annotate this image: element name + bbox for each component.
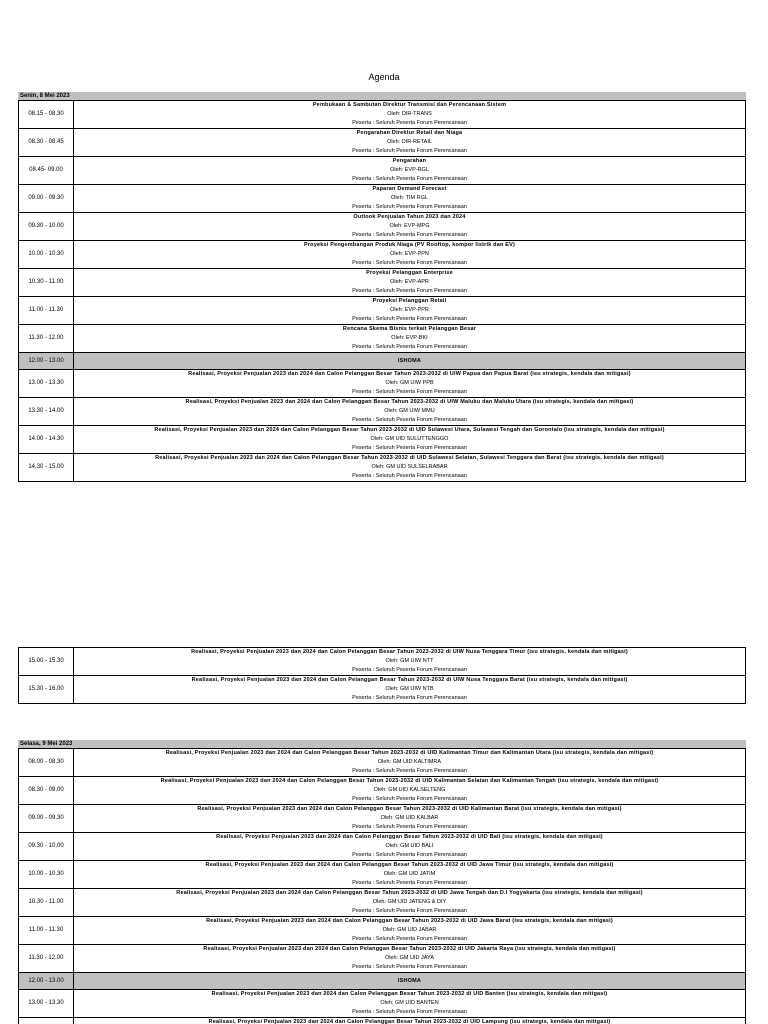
agenda-row (19, 676, 746, 704)
session-speaker: Oleh: EVP-PPN (390, 251, 429, 257)
session-speaker: Oleh: GM UIW NTB (385, 686, 434, 692)
session-cell (74, 917, 746, 945)
session-title: Realisasi, Proyeksi Penjualan 2023 dan 2024 dan Calon Pelanggan Besar Tahun 2023-2032 di UIW Nusa Tenggara Barat (isu strategis, kendala dan mitigasi) (191, 677, 628, 683)
session-title: Realisasi, Proyeksi Penjualan 2023 dan 2024 dan Calon Pelanggan Besar Tahun 2023-2032 di UID Lampung (isu strategis, kendala dan mitigasi) (208, 1019, 611, 1024)
session-participants: Peserta : Seluruh Peserta Forum Perencanaan (352, 445, 467, 451)
session-cell (74, 426, 746, 454)
time-cell: 15.30 - 16.00 (19, 676, 74, 704)
session-speaker: Oleh: DIR-TRANS (387, 111, 432, 117)
break-row (19, 973, 746, 990)
agenda-row (19, 297, 746, 325)
agenda-row (19, 917, 746, 945)
agenda-row (19, 398, 746, 426)
session-participants: Peserta : Seluruh Peserta Forum Perencanaan (352, 148, 467, 154)
agenda-row (19, 945, 746, 973)
time-cell: 12.00 - 13.00 (19, 353, 74, 370)
session-speaker: Oleh: EVP-MPG (389, 223, 430, 229)
session-participants: Peserta : Seluruh Peserta Forum Perencanaan (352, 176, 467, 182)
session-title: Realisasi, Proyeksi Penjualan 2023 dan 2024 dan Calon Pelanggan Besar Tahun 2023-2032 di UID Jawa Timur (isu strategis, kendala dan mitigasi) (205, 862, 614, 868)
agenda-row (19, 370, 746, 398)
session-title: Realisasi, Proyeksi Penjualan 2023 dan 2024 dan Calon Pelanggan Besar Tahun 2023-2032 di UIW Papua dan Papua Barat (isu strategis, kendala dan mitigasi) (188, 371, 631, 377)
session-cell (74, 269, 746, 297)
session-cell (74, 648, 746, 676)
session-cell (74, 325, 746, 353)
session-speaker: Oleh: DIR-RETAIL (387, 139, 432, 145)
agenda-row (19, 325, 746, 353)
agenda-row (19, 213, 746, 241)
time-cell: 10.00 - 10.30 (19, 861, 74, 889)
agenda-day-senin (18, 92, 746, 482)
session-cell (74, 861, 746, 889)
agenda-row (19, 101, 746, 129)
session-participants: Peserta : Seluruh Peserta Forum Perencanaan (352, 473, 467, 479)
session-speaker: Oleh: GM UIW NTT (385, 658, 434, 664)
time-cell: 09.00 - 09.30 (19, 185, 74, 213)
day-header: Senin, 8 Mei 2023 (18, 92, 746, 100)
session-participants: Peserta : Seluruh Peserta Forum Perencanaan (352, 824, 467, 830)
session-cell (74, 454, 746, 482)
session-speaker: Oleh: EVP-RGL (390, 167, 429, 173)
time-cell: 09.00 - 09.30 (19, 805, 74, 833)
session-cell (74, 101, 746, 129)
break-row (19, 353, 746, 370)
page-title: Agenda (368, 72, 400, 82)
session-cell (74, 353, 746, 370)
session-participants: Peserta : Seluruh Peserta Forum Perencanaan (352, 964, 467, 970)
time-cell: 13.00 - 13.30 (19, 370, 74, 398)
session-title: Realisasi, Proyeksi Penjualan 2023 dan 2024 dan Calon Pelanggan Besar Tahun 2023-2032 di UID Kalimantan Timur dan Kalimantan Utara (isu strategis, kendala dan mitigasi) (165, 750, 654, 756)
session-participants: Peserta : Seluruh Peserta Forum Perencanaan (352, 695, 467, 701)
session-title: ISHOMA (397, 357, 422, 364)
session-title: Realisasi, Proyeksi Penjualan 2023 dan 2024 dan Calon Pelanggan Besar Tahun 2023-2032 di UIW Maluku dan Maluku Utara (isu strategis, kendala dan mitigasi) (185, 399, 634, 405)
session-participants: Peserta : Seluruh Peserta Forum Perencanaan (352, 1009, 467, 1015)
session-title: Realisasi, Proyeksi Penjualan 2023 dan 2024 dan Calon Pelanggan Besar Tahun 2023-2032 di UID Banten (isu strategis, kendala dan mitigasi) (211, 991, 608, 997)
session-cell (74, 945, 746, 973)
session-participants: Peserta : Seluruh Peserta Forum Perencanaan (352, 417, 467, 423)
session-title: Pengarahan (392, 158, 427, 164)
session-title: Proyeksi Pengembangan Produk Niaga (PV Rooftop, kompor listrik dan EV) (303, 242, 516, 248)
agenda-row (19, 833, 746, 861)
session-title: Realisasi, Proyeksi Penjualan 2023 dan 2024 dan Calon Pelanggan Besar Tahun 2023-2032 di UID Jawa Tengah dan D.I Yogyakarta (isu strategis, kendala dan mitigasi) (176, 890, 643, 896)
time-cell: 15.00 - 15.30 (19, 648, 74, 676)
session-cell (74, 749, 746, 777)
session-speaker: Oleh: GM UID JAYA (384, 955, 434, 961)
time-cell: 09.30 - 10.00 (19, 833, 74, 861)
time-cell: 13.30 - 14.00 (19, 398, 74, 426)
time-cell: 08.30 - 09.00 (19, 777, 74, 805)
session-cell (74, 185, 746, 213)
session-speaker: Oleh: GM UID JATIM (383, 871, 436, 877)
session-speaker: Oleh: GM UID JABAR (382, 927, 437, 933)
agenda-table (18, 100, 746, 482)
session-participants: Peserta : Seluruh Peserta Forum Perencanaan (352, 389, 467, 395)
session-speaker: Oleh: GM UID KALBAR (380, 815, 439, 821)
session-participants: Peserta : Seluruh Peserta Forum Perencanaan (352, 796, 467, 802)
session-speaker: Oleh: GM UID BANTEN (380, 1000, 439, 1006)
time-cell: 08.45- 09.00 (19, 157, 74, 185)
agenda-row (19, 185, 746, 213)
session-speaker: Oleh: EVP-APR (390, 279, 429, 285)
session-title: Pembukaan & Sambutan Direktur Transmisi dan Perencanaan Sistem (312, 102, 507, 108)
time-cell: 10.30 - 11.00 (19, 269, 74, 297)
agenda-row (19, 426, 746, 454)
agenda-row (19, 805, 746, 833)
session-speaker: Oleh: EVP-BKI (391, 335, 428, 341)
time-cell: 14.00 - 14.30 (19, 426, 74, 454)
time-cell: 11.00 - 11.30 (19, 917, 74, 945)
session-participants: Peserta : Seluruh Peserta Forum Perencanaan (352, 232, 467, 238)
session-cell (74, 973, 746, 990)
agenda-row (19, 241, 746, 269)
session-participants: Peserta : Seluruh Peserta Forum Perencanaan (352, 288, 467, 294)
session-cell (74, 805, 746, 833)
session-participants: Peserta : Seluruh Peserta Forum Perencanaan (352, 908, 467, 914)
session-title: Proyeksi Pelanggan Retail (372, 298, 447, 304)
session-cell (74, 676, 746, 704)
session-title: ISHOMA (397, 977, 422, 984)
time-cell: 12.00 - 13.00 (19, 973, 74, 990)
session-title: Realisasi, Proyeksi Penjualan 2023 dan 2024 dan Calon Pelanggan Besar Tahun 2023-2032 di UID Sulawesi Utara, Sulawesi Tengah dan Gorontalo (isu strategis, kendala dan mitigasi) (154, 427, 665, 433)
session-title: Rencana Skema Bisnis terkait Pelanggan Besar (342, 326, 477, 332)
time-cell: 08.30 - 08.45 (19, 129, 74, 157)
session-speaker: Oleh: TIM RGL (391, 195, 428, 201)
session-title: Realisasi, Proyeksi Penjualan 2023 dan 2024 dan Calon Pelanggan Besar Tahun 2023-2032 di UID Kalimantan Barat (isu strategis, kendala dan mitigasi) (197, 806, 622, 812)
session-participants: Peserta : Seluruh Peserta Forum Perencanaan (352, 204, 467, 210)
agenda-row (19, 861, 746, 889)
session-title: Realisasi, Proyeksi Penjualan 2023 dan 2024 dan Calon Pelanggan Besar Tahun 2023-2032 di UID Bali (isu strategis, kendala dan mitigasi) (216, 834, 603, 840)
session-participants: Peserta : Seluruh Peserta Forum Perencanaan (352, 667, 467, 673)
agenda-row (19, 648, 746, 676)
agenda-row (19, 454, 746, 482)
time-cell: 08.15 - 08.30 (19, 101, 74, 129)
agenda-day-selasa (18, 740, 746, 1024)
time-cell: 10.30 - 11.00 (19, 889, 74, 917)
time-cell: 11.00 - 11.30 (19, 297, 74, 325)
session-cell (74, 833, 746, 861)
agenda-row (19, 777, 746, 805)
session-cell (74, 990, 746, 1018)
time-cell: 08.00 - 08.30 (19, 749, 74, 777)
agenda-row (19, 129, 746, 157)
session-speaker: Oleh: GM UID JATENG & DIY (372, 899, 447, 905)
session-participants: Peserta : Seluruh Peserta Forum Perencanaan (352, 936, 467, 942)
day-header: Selasa, 9 Mei 2023 (18, 740, 746, 748)
session-participants: Peserta : Seluruh Peserta Forum Perencanaan (352, 880, 467, 886)
session-speaker: Oleh: GM UID SULSELRABAR (371, 464, 448, 470)
session-cell (74, 213, 746, 241)
session-cell (74, 129, 746, 157)
session-participants: Peserta : Seluruh Peserta Forum Perencanaan (352, 316, 467, 322)
session-cell (74, 777, 746, 805)
agenda-table (18, 647, 746, 704)
time-cell (19, 1018, 74, 1024)
session-speaker: Oleh: GM UID SULUTTENGGO (370, 436, 449, 442)
session-speaker: Oleh: GM UIW MMU (384, 408, 435, 414)
agenda-row (19, 269, 746, 297)
session-cell (74, 241, 746, 269)
agenda-row (19, 990, 746, 1018)
agenda-row (19, 749, 746, 777)
agenda-row (19, 889, 746, 917)
agenda-table (18, 748, 746, 1024)
session-speaker: Oleh: GM UID KALTIMRA (377, 759, 442, 765)
session-cell (74, 370, 746, 398)
session-speaker: Oleh: EVP-PPR (390, 307, 429, 313)
session-speaker: Oleh: GM UIW PPB (385, 380, 434, 386)
session-participants: Peserta : Seluruh Peserta Forum Perencanaan (352, 120, 467, 126)
session-participants: Peserta : Seluruh Peserta Forum Perencanaan (352, 260, 467, 266)
session-title: Realisasi, Proyeksi Penjualan 2023 dan 2024 dan Calon Pelanggan Besar Tahun 2023-2032 di UID Kalimantan Selatan dan Kalimantan Tengah (isu strategis, kendala dan mitigasi) (160, 778, 659, 784)
time-cell: 13.00 - 13.30 (19, 990, 74, 1018)
session-title: Realisasi, Proyeksi Penjualan 2023 dan 2024 dan Calon Pelanggan Besar Tahun 2023-2032 di UID Jakarta Raya (isu strategis, kendala dan mitigasi) (203, 946, 616, 952)
session-title: Paparan Demand Forecast (372, 186, 447, 192)
session-speaker: Oleh: GM UID BALI (385, 843, 434, 849)
session-participants: Peserta : Seluruh Peserta Forum Perencanaan (352, 768, 467, 774)
agenda-row (19, 1018, 746, 1024)
session-title: Realisasi, Proyeksi Penjualan 2023 dan 2024 dan Calon Pelanggan Besar Tahun 2023-2032 di UID Sulawesi Selatan, Sulawesi Tenggara dan Barat (isu strategis, kendala dan mitigasi) (155, 455, 664, 461)
time-cell: 09.30 - 10.00 (19, 213, 74, 241)
session-title: Realisasi, Proyeksi Penjualan 2023 dan 2024 dan Calon Pelanggan Besar Tahun 2023-2032 di UID Jawa Barat (isu strategis, kendala dan mitigasi) (206, 918, 613, 924)
agenda-row (19, 157, 746, 185)
agenda-day-senin-continued (18, 647, 746, 704)
time-cell: 11.30 - 12.00 (19, 945, 74, 973)
session-cell (74, 1018, 746, 1024)
time-cell: 10.00 - 10.30 (19, 241, 74, 269)
session-cell (74, 398, 746, 426)
session-cell (74, 297, 746, 325)
session-title: Realisasi, Proyeksi Penjualan 2023 dan 2024 dan Calon Pelanggan Besar Tahun 2023-2032 di UIW Nusa Tenggara Timur (isu strategis, kendala dan mitigasi) (191, 649, 628, 655)
session-participants: Peserta : Seluruh Peserta Forum Perencanaan (352, 852, 467, 858)
session-title: Outlook Penjualan Tahun 2023 dan 2024 (353, 214, 466, 220)
session-speaker: Oleh: GM UID KALSELTENG (373, 787, 446, 793)
session-cell (74, 889, 746, 917)
time-cell: 14.30 - 15.00 (19, 454, 74, 482)
session-cell (74, 157, 746, 185)
session-title: Proyeksi Pelanggan Enterprise (366, 270, 453, 276)
time-cell: 11.30 - 12.00 (19, 325, 74, 353)
session-title: Pengarahan Direktur Retail dan Niaga (356, 130, 463, 136)
session-participants: Peserta : Seluruh Peserta Forum Perencanaan (352, 344, 467, 350)
